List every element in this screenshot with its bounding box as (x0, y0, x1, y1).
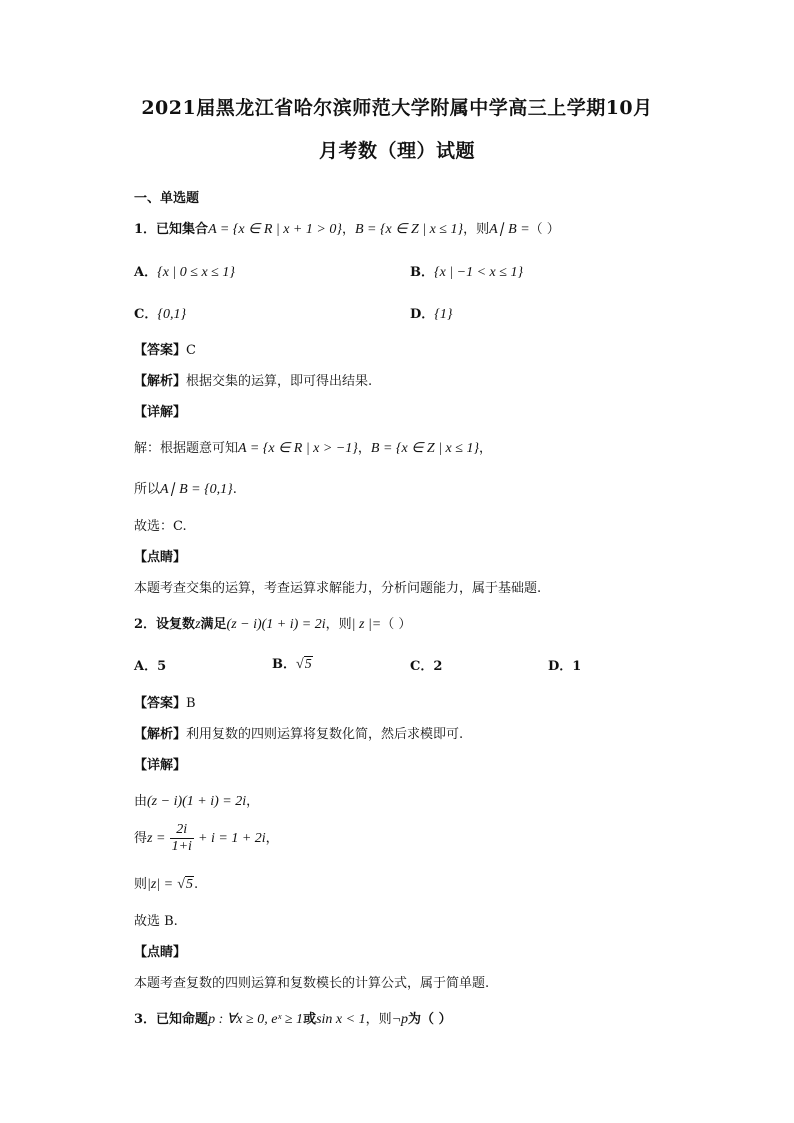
separator: ， (341, 222, 355, 237)
question-1 (134, 218, 560, 238)
question-text: 满足 (200, 617, 227, 632)
fraction-numerator: 2i (170, 822, 194, 839)
separator: . (232, 482, 237, 497)
detail-text: 由 (134, 794, 148, 809)
question-text: 设复数 (156, 617, 196, 632)
analysis-line (134, 370, 372, 389)
option-b (272, 653, 313, 673)
option-value: 5 (157, 659, 167, 674)
option-a (134, 261, 235, 281)
detail-text: 得 (134, 831, 148, 846)
option-value: 2 (433, 659, 443, 674)
detail-tag: 【详解】 (134, 405, 187, 420)
detail-text: 则 (134, 877, 148, 892)
question-number: 2． (134, 617, 157, 632)
sqrt-symbol: √5 (296, 657, 312, 672)
document-title-line-2: 月考数（理）试题 (318, 140, 475, 162)
question-text: ，则 (325, 617, 352, 632)
comment-tag: 【点睛】 (134, 550, 187, 565)
detail-line-1 (134, 790, 259, 810)
option-value: 1 (572, 659, 582, 674)
option-b (410, 261, 523, 281)
math-equation: (z − i)(1 + i) = 2i (147, 794, 247, 809)
separator: ， (479, 441, 493, 456)
option-value: {x | −1 < x ≤ 1} (434, 265, 524, 280)
question-text: ，则 (365, 1012, 392, 1027)
question-number: 1． (134, 222, 157, 237)
question-text: 或 (303, 1012, 317, 1027)
math-variable: z (195, 617, 201, 632)
option-label: A． (134, 659, 158, 674)
option-label: C． (410, 659, 434, 674)
option-d (548, 655, 581, 674)
answer-paren: （ ） (381, 617, 412, 632)
math-proposition-2: sin x < 1 (316, 1012, 366, 1027)
answer-tag: 【答案】 (134, 343, 187, 358)
answer-paren: （ ） (529, 222, 560, 237)
question-text: 已知集合 (156, 222, 209, 237)
option-a (134, 655, 166, 674)
detail-line-3: 故选：C. (134, 519, 187, 534)
answer-value: B (186, 696, 196, 711)
option-value: 5 (304, 657, 312, 672)
option-value: {x | 0 ≤ x ≤ 1} (157, 265, 235, 280)
option-value: {1} (434, 307, 453, 322)
math-expression: A∣ B = {0,1} (160, 482, 233, 497)
question-2 (134, 613, 411, 633)
analysis-line (134, 723, 463, 742)
detail-tag: 【详解】 (134, 758, 187, 773)
answer-tag: 【答案】 (134, 696, 187, 711)
question-3 (134, 1008, 452, 1028)
math-proposition: p : ∀x ≥ 0, eˣ ≥ 1 (208, 1012, 304, 1027)
math-rhs: + i = 1 + 2i (198, 831, 266, 846)
sqrt-symbol: √5 (177, 877, 193, 892)
option-label: C． (134, 307, 158, 322)
sqrt-radicand: 5 (185, 877, 193, 892)
detail-text: 所以 (134, 482, 161, 497)
analysis-tag: 【解析】 (134, 727, 187, 742)
separator: . (193, 877, 199, 892)
detail-line-4: 故选 B. (134, 914, 178, 929)
math-set-a: A = {x ∈ R | x + 1 > 0} (208, 222, 342, 237)
math-set-b: B = {x ∈ Z | x ≤ 1} (370, 441, 480, 456)
analysis-tag: 【解析】 (134, 374, 187, 389)
section-heading: 一、单选题 (134, 191, 200, 206)
option-d (410, 303, 452, 323)
detail-line-1 (134, 437, 492, 457)
question-number: 3． (134, 1012, 157, 1027)
document-title-line-1: 2021届黑龙江省哈尔滨师范大学附属中学高三上学期10月 (141, 97, 653, 119)
option-label: D． (548, 659, 573, 674)
math-lhs: |z| = (147, 877, 174, 892)
answer-line (134, 339, 196, 358)
math-negation: ¬p (391, 1012, 409, 1027)
analysis-text: 利用复数的四则运算将复数化简，然后求模即可. (186, 727, 464, 742)
option-label: B． (410, 265, 434, 280)
detail-line-2 (134, 478, 237, 498)
question-text: 已知命题 (156, 1012, 209, 1027)
math-lhs: z = (147, 831, 166, 846)
comment-text: 本题考查复数的四则运算和复数模长的计算公式，属于简单题. (134, 976, 490, 991)
separator: ， (357, 441, 371, 456)
math-expression: | z |= (351, 617, 382, 632)
fraction (170, 822, 194, 855)
separator: ， (265, 831, 279, 846)
fraction-denominator: 1+i (171, 839, 192, 854)
analysis-text: 根据交集的运算，即可得出结果. (186, 374, 373, 389)
answer-line (134, 692, 196, 711)
option-value: {0,1} (157, 307, 187, 322)
math-expression: A∣ B = (489, 222, 530, 237)
math-set-a: A = {x ∈ R | x > −1} (238, 441, 358, 456)
math-equation: (z − i)(1 + i) = 2i (226, 617, 326, 632)
math-set-b: B = {x ∈ Z | x ≤ 1} (354, 222, 464, 237)
detail-line-2 (134, 822, 279, 855)
comment-text: 本题考查交集的运算，考查运算求解能力，分析问题能力，属于基础题. (134, 581, 542, 596)
comment-tag: 【点睛】 (134, 945, 187, 960)
option-c (410, 655, 442, 674)
separator: ， (246, 794, 260, 809)
option-label: B． (272, 657, 296, 672)
answer-value: C (186, 343, 196, 358)
option-label: A． (134, 265, 158, 280)
detail-line-3 (134, 873, 198, 893)
option-label: D． (410, 307, 435, 322)
detail-text: 解：根据题意可知 (134, 441, 239, 456)
question-text: 为（ ） (408, 1012, 452, 1027)
option-c (134, 303, 186, 323)
question-text: ，则 (463, 222, 490, 237)
